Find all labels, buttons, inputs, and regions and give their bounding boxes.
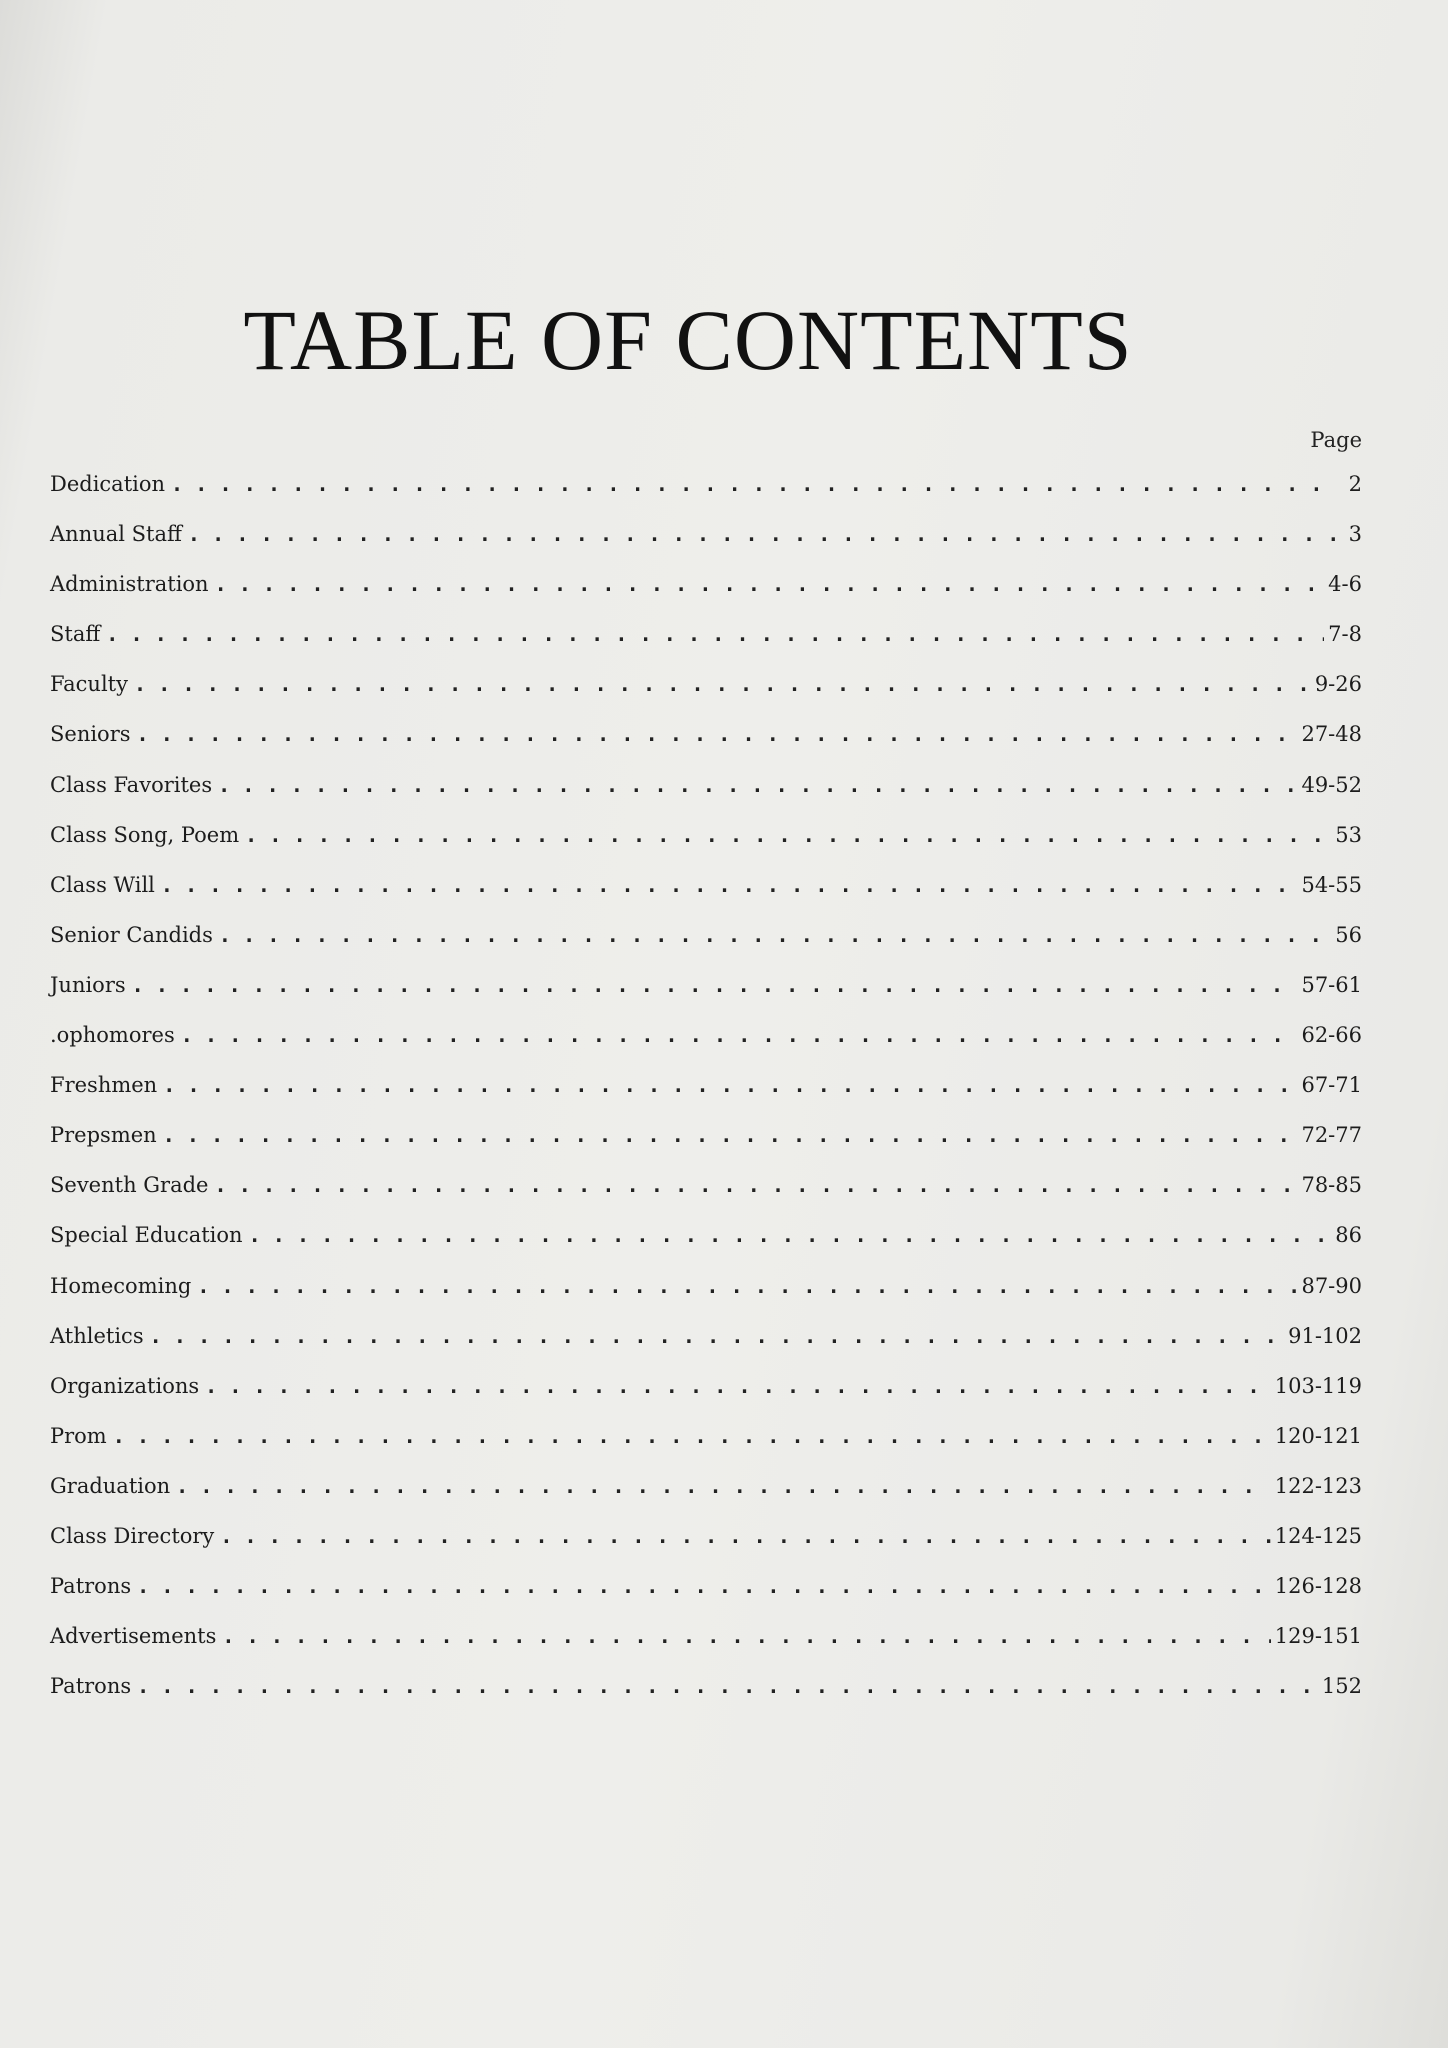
- toc-entry-page: 72-77: [1301, 1123, 1362, 1148]
- toc-entry: [50, 522, 1362, 572]
- toc-entry-page: 9-26: [1314, 672, 1362, 697]
- toc-entry: [50, 572, 1362, 622]
- toc-entry-page: 53: [1335, 822, 1362, 847]
- toc-entry: [50, 672, 1362, 722]
- toc-entry-page: 57-61: [1301, 972, 1362, 997]
- toc-entry-page: 49-52: [1301, 772, 1362, 797]
- toc-entry-label: Staff: [50, 622, 101, 647]
- toc-entry: [50, 1624, 1362, 1674]
- dot-leader: [205, 1374, 1271, 1398]
- toc-entry-label: Prepsmen: [50, 1123, 157, 1148]
- toc-entry-label: Special Education: [50, 1223, 243, 1248]
- dot-leader: [218, 773, 1297, 797]
- toc-entry-page: 62-66: [1301, 1023, 1362, 1048]
- toc-entry-label: Administration: [50, 572, 209, 597]
- toc-entry-label: Organizations: [50, 1373, 200, 1398]
- toc-entry: [50, 1123, 1362, 1173]
- toc-entry-page: 54-55: [1301, 872, 1362, 897]
- dot-leader: [214, 1173, 1297, 1197]
- toc-entry-label: Graduation: [50, 1473, 171, 1498]
- toc-entry: [50, 722, 1362, 772]
- toc-entry: [50, 1374, 1362, 1424]
- dot-leader: [171, 472, 1338, 496]
- dot-leader: [197, 1274, 1297, 1298]
- toc-entry: [50, 1424, 1362, 1474]
- toc-entry-label: Homecoming: [50, 1273, 192, 1298]
- toc-entry-label: Prom: [50, 1423, 107, 1448]
- toc-entry-page: 126-128: [1274, 1574, 1362, 1599]
- toc-entry-label: Athletics: [50, 1323, 144, 1348]
- dot-leader: [163, 1073, 1297, 1097]
- toc-entry: [50, 823, 1362, 873]
- toc-entry: [50, 1073, 1362, 1123]
- toc-entry-page: 78-85: [1301, 1173, 1362, 1198]
- dot-leader: [219, 923, 1331, 947]
- toc-entry-label: Seventh Grade: [50, 1173, 209, 1198]
- page-column-header: Page: [1310, 428, 1362, 452]
- dot-leader: [215, 572, 1325, 596]
- table-of-contents: [50, 472, 1362, 1724]
- dot-leader: [176, 1474, 1271, 1498]
- dot-leader: [113, 1424, 1271, 1448]
- toc-entry-label: Annual Staff: [50, 522, 182, 547]
- toc-entry: [50, 1173, 1362, 1223]
- toc-entry-page: 120-121: [1274, 1423, 1362, 1448]
- toc-entry: [50, 923, 1362, 973]
- toc-entry-page: 4-6: [1328, 572, 1362, 597]
- toc-entry: [50, 1324, 1362, 1374]
- dot-leader: [181, 1023, 1298, 1047]
- toc-entry: [50, 1023, 1362, 1073]
- toc-entry-label: .ophomores: [50, 1023, 175, 1048]
- toc-entry-page: 103-119: [1274, 1373, 1362, 1398]
- toc-entry: [50, 1223, 1362, 1273]
- dot-leader: [188, 522, 1338, 546]
- toc-entry-page: 67-71: [1301, 1073, 1362, 1098]
- toc-entry-page: 152: [1321, 1674, 1362, 1699]
- toc-entry: [50, 973, 1362, 1023]
- toc-entry-label: Class Song, Poem: [50, 822, 240, 847]
- toc-entry: [50, 472, 1362, 522]
- toc-entry-page: 3: [1348, 522, 1362, 547]
- page-title: TABLE OF CONTENTS: [243, 292, 1133, 388]
- toc-entry-label: Juniors: [50, 972, 126, 997]
- toc-entry-label: Seniors: [50, 722, 131, 747]
- toc-entry: [50, 1274, 1362, 1324]
- toc-entry-label: Dedication: [50, 472, 166, 496]
- dot-leader: [222, 1624, 1270, 1648]
- toc-entry-page: 87-90: [1301, 1273, 1362, 1298]
- toc-entry-page: 2: [1348, 472, 1362, 496]
- dot-leader: [137, 722, 1298, 746]
- dot-leader: [134, 672, 1311, 696]
- toc-entry-page: 129-151: [1274, 1624, 1362, 1649]
- dot-leader: [150, 1324, 1284, 1348]
- dot-leader: [249, 1223, 1332, 1247]
- toc-entry-page: 56: [1335, 922, 1362, 947]
- toc-entry: [50, 1524, 1362, 1574]
- toc-entry-page: 122-123: [1274, 1473, 1362, 1498]
- toc-entry-page: 7-8: [1328, 622, 1362, 647]
- dot-leader: [220, 1524, 1270, 1548]
- toc-entry: [50, 873, 1362, 923]
- toc-entry-label: Class Favorites: [50, 772, 213, 797]
- toc-entry-page: 91-102: [1288, 1323, 1362, 1348]
- toc-entry: [50, 622, 1362, 672]
- dot-leader: [106, 622, 1324, 646]
- toc-entry-label: Patrons: [50, 1574, 132, 1599]
- toc-entry-label: Patrons: [50, 1674, 132, 1699]
- toc-entry-label: Faculty: [50, 672, 128, 697]
- dot-leader: [245, 823, 1331, 847]
- dot-leader: [137, 1674, 1318, 1698]
- toc-entry: [50, 773, 1362, 823]
- toc-entry-label: Freshmen: [50, 1073, 158, 1098]
- toc-entry-page: 124-125: [1274, 1523, 1362, 1548]
- dot-leader: [137, 1574, 1271, 1598]
- toc-entry-label: Senior Candids: [50, 922, 213, 947]
- toc-entry-label: Class Will: [50, 872, 155, 897]
- dot-leader: [132, 973, 1298, 997]
- dot-leader: [161, 873, 1298, 897]
- toc-entry: [50, 1474, 1362, 1524]
- toc-entry-label: Class Directory: [50, 1523, 215, 1548]
- toc-entry: [50, 1674, 1362, 1724]
- toc-entry: [50, 1574, 1362, 1624]
- toc-entry-page: 86: [1335, 1223, 1362, 1248]
- toc-entry-page: 27-48: [1301, 722, 1362, 747]
- toc-entry-label: Advertisements: [50, 1624, 217, 1649]
- dot-leader: [163, 1123, 1298, 1147]
